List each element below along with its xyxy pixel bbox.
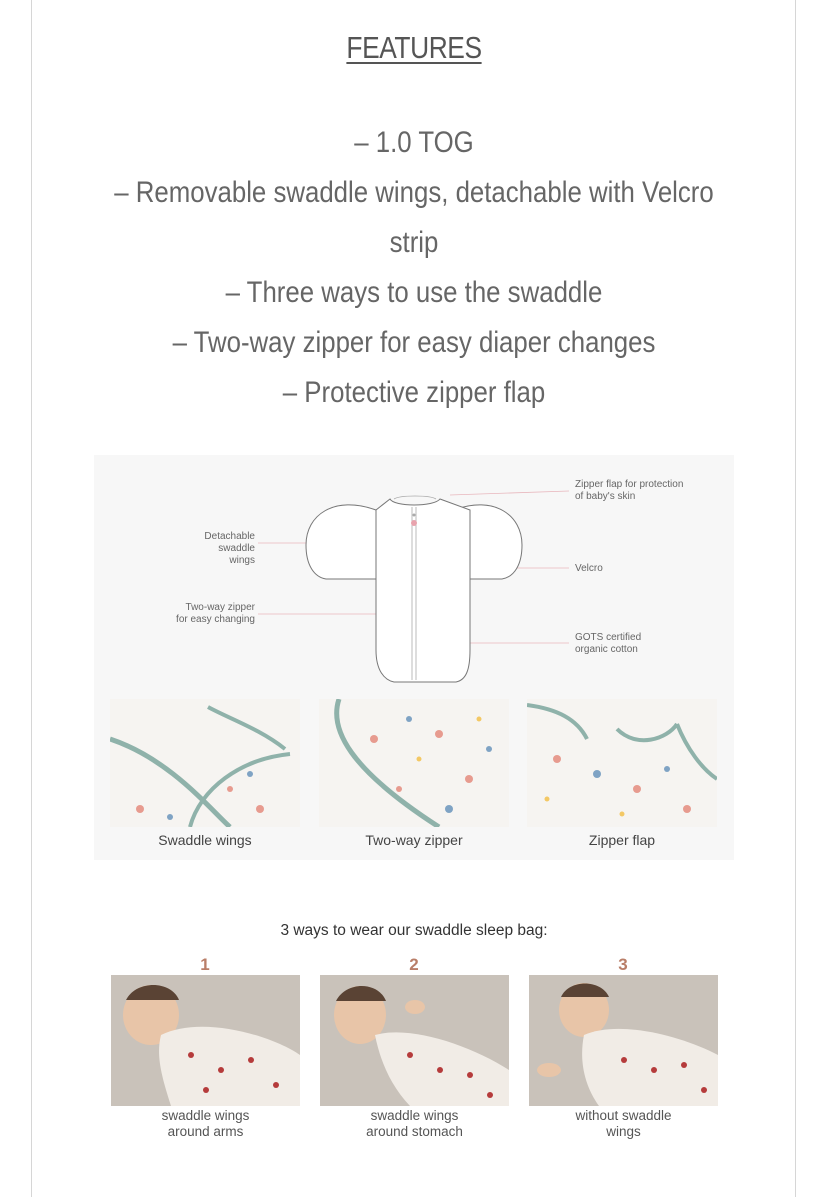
way-number: 1 [200, 955, 210, 974]
fabric-pattern-image [319, 699, 509, 827]
detail-caption: Swaddle wings [158, 832, 252, 848]
baby-image [111, 975, 300, 1106]
callout-text: Two-way zipper [185, 602, 255, 613]
callout-text: of baby's skin [575, 491, 636, 502]
baby-photo-way-2 [320, 975, 509, 1106]
fabric-pattern-image [527, 699, 717, 827]
feature-item: – 1.0 TOG [354, 126, 474, 159]
detail-photo-zipper-flap [527, 699, 717, 827]
baby-image [320, 975, 509, 1106]
way-caption-line: wings [606, 1124, 641, 1139]
detail-photo-swaddle-wings [110, 699, 300, 827]
feature-item: – Removable swaddle wings, detachable with Velcro [114, 176, 714, 209]
callout-text: GOTS certified [575, 632, 642, 643]
callout-text: Zipper flap for protection [575, 479, 684, 490]
callout-wings [190, 531, 255, 567]
way-number: 2 [409, 955, 419, 974]
way-caption-line: around arms [167, 1124, 244, 1139]
callout-text: swaddle wings [218, 543, 255, 566]
way-caption-line: swaddle wings [370, 1108, 459, 1123]
callout-text: Velcro [575, 563, 603, 574]
features-list [0, 118, 828, 418]
baby-image [529, 975, 718, 1106]
callout-velcro [575, 563, 603, 575]
way-number: 3 [618, 955, 628, 974]
product-diagram-panel [94, 455, 734, 860]
callout-two-way-zipper [154, 602, 255, 626]
callout-zipper-flap [575, 479, 683, 503]
detail-caption: Two-way zipper [365, 832, 463, 848]
fabric-pattern-image [110, 699, 300, 827]
way-caption-line: without swaddle [575, 1108, 672, 1123]
baby-photo-way-3 [529, 975, 718, 1106]
callout-cotton [575, 632, 641, 656]
feature-item: – Two-way zipper for easy diaper changes [172, 326, 656, 359]
detail-photo-two-way-zipper [319, 699, 509, 827]
ways-title: 3 ways to wear our swaddle sleep bag: [280, 922, 548, 939]
feature-item: – Three ways to use the swaddle [225, 276, 603, 309]
callout-text: Detachable [204, 531, 255, 542]
way-caption-line: around stomach [366, 1124, 463, 1139]
way-caption-line: swaddle wings [161, 1108, 250, 1123]
baby-photo-way-1 [111, 975, 300, 1106]
feature-item: strip [389, 226, 439, 259]
way-caption [529, 1108, 718, 1140]
callout-text: for easy changing [176, 614, 255, 625]
detail-caption: Zipper flap [588, 832, 656, 848]
features-heading: FEATURES [346, 30, 482, 65]
callout-text: organic cotton [575, 644, 638, 655]
way-caption [111, 1108, 300, 1140]
way-caption [320, 1108, 509, 1140]
feature-item: – Protective zipper flap [282, 376, 546, 409]
